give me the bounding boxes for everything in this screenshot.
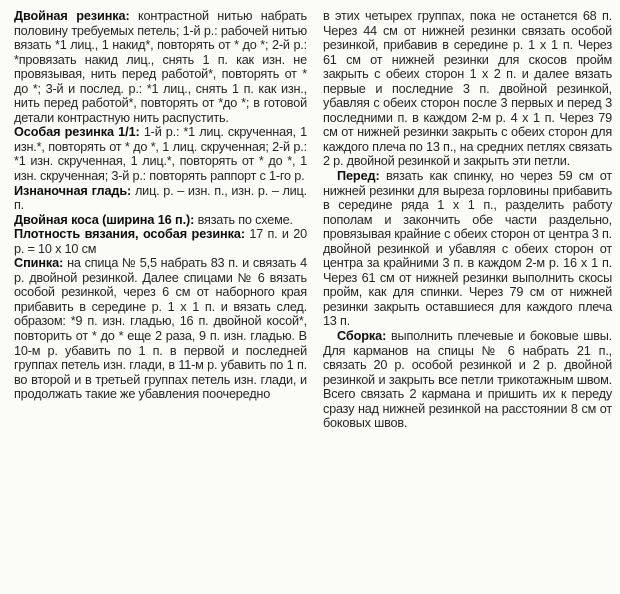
paragraph-plotnost — [14, 227, 307, 256]
paragraph-spinka — [14, 256, 307, 401]
heading-dvoinaya-rezinka: Двойная резинка: — [14, 9, 130, 23]
text-dvoinaya-kosa: вязать по схеме. — [194, 212, 293, 227]
text-dvoinaya-rezinka: контрастной нитью набрать половину требуемых петель; 1-й р.: рабочей нитью вязать *1 лиц., 1 накид*, повторять от * до *; 2-й р.: *провязать накид лиц., снять 1 п. как изн. не провязывая, нить перед работой*, повторять от * до *; 3-й и послед. р.: *1 лиц., снять 1 п. как изн., нить перед работой*, повторять от *до *; в готовой детали контрастную нить распустить. — [14, 9, 307, 125]
text-pered: вязать как спинку, но через 59 см от нижней резинки для выреза горловины прибавить в середине ряда 1 х 1 п., разделить работу пополам и закончить обе части раздельно, провязывая крайние с обеих сторон от центра 3 п. двойной резинкой и убавляя с обеих сторон от центра за крайними 3 п. в каждом 2-м р. 16 х 1 п. Через 61 см от нижней резинки выполнить скосы пройм, как для спинки. Через 79 см от нижней резинки закрыть оставшиеся для каждого плеча 13 п. — [322, 169, 612, 329]
heading-osobaya-rezinka: Особая резинка 1/1: — [14, 125, 140, 140]
heading-pered: Перед: — [336, 169, 380, 184]
paragraph-osobaya-rezinka — [14, 125, 307, 183]
text-spinka-continued: в этих четырех группах, пока не останется 68 п. Через 44 см от нижней резинки связать особой резинкой, прибавив в середине р. 1 х 1 п. Через 61 см от нижней резинки для скосов пройм закрыть с обеих сторон 1 х 2 п. и далее вязать первые и последние 3 п. двойной резинкой, убавляя с обеих сторон после 3 первых и перед 3 последними п. в каждом 2-м р. 4 х 1 п. Через 79 см от нижней резинки закрыть с обеих сторон для каждого плеча по 13 п., на средних петлях связать 2 р. двойной резинкой и закрыть эти петли. — [322, 9, 612, 169]
heading-dvoinaya-kosa: Двойная коса (ширина 16 п.): — [14, 212, 195, 227]
paragraph-pered — [323, 169, 612, 329]
paragraph-iznanochnaya-glad — [14, 184, 307, 213]
left-column — [14, 9, 307, 588]
text-sborka: выполнить плечевые и боковые швы. Для карманов на спицы № 6 набрать 21 п., связать 20 р. особой резинкой и 2 р. двойной резинкой и закрыть все петли трикотажным швом. Всего связать 2 кармана и пришить их к переду сразу над нижней резинкой на расстоянии 8 см от боковых швов. — [322, 329, 612, 431]
text-osobaya-rezinka: 1-й р.: *1 лиц. скрученная, 1 изн.*, повторять от * до *, 1 лиц. скрученная; 2-й р.: *1 изн. скрученная, 1 лиц.*, повторять от * до *, 1 изн. скрученная; 3-й р.: повторять раппорт с 1-го р. — [14, 125, 307, 184]
paragraph-dvoinaya-rezinka — [14, 9, 307, 125]
right-column — [323, 9, 612, 588]
paragraph-dvoinaya-kosa — [14, 213, 307, 228]
text-plotnost: 17 п. и 20 р. = 10 х 10 см — [14, 227, 307, 256]
heading-plotnost: Плотность вязания, особая резинка: — [14, 227, 245, 242]
text-iznanochnaya-glad: лиц. р. – изн. п., изн. р. – лиц. п. — [14, 183, 307, 213]
paragraph-sborka — [323, 329, 612, 431]
heading-iznanochnaya-glad: Изнаночная гладь: — [14, 183, 132, 198]
heading-spinka: Спинка: — [14, 256, 64, 271]
paragraph-spinka-continued — [323, 9, 612, 169]
text-spinka: на спица № 5,5 набрать 83 п. и связать 4 р. двойной резинкой. Далее спицами № 6 вязать особой резинкой, через 6 см от наборного края прибавить в середине р. 1 х 1 п. и вязать след. образом: *9 п. изн. гладью, 16 п. двойной косой*, повторить от * до * еще 2 раза, 9 п. изн. гладью. В 10-м р. убавить по 1 п. в первой и последней группах петель изн. глади, в 11-м р. убавить по 1 п. во второй и в третьей группах петель изн. глади, и продолжать такие же убавления поочередно — [14, 256, 307, 402]
heading-sborka: Сборка: — [336, 329, 387, 344]
